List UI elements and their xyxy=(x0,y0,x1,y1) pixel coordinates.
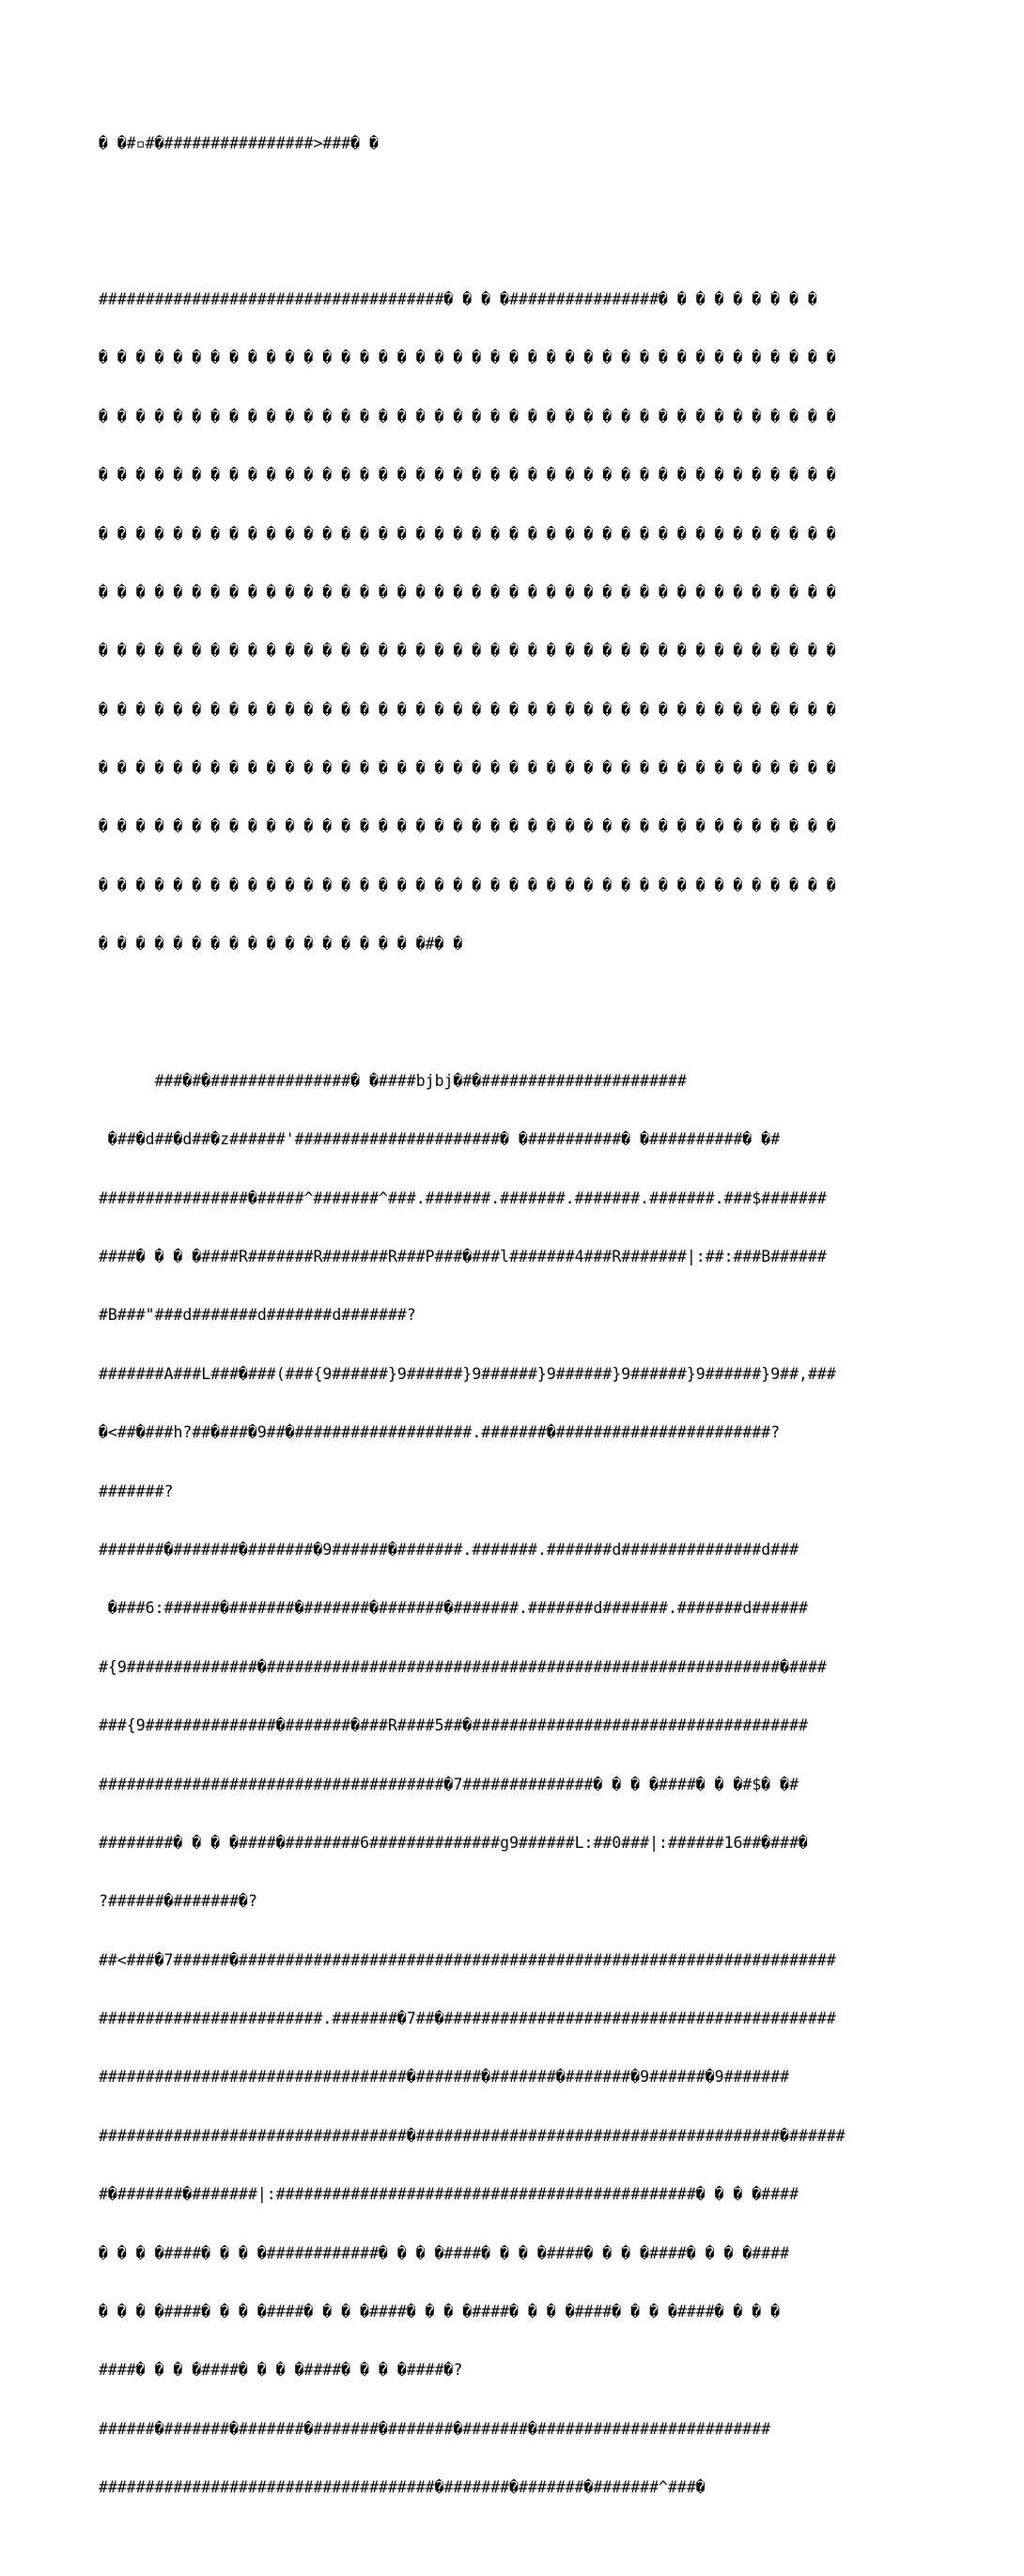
text-line: #B###"###d#######d#######d#######? xyxy=(99,1306,416,1325)
text-line: � � � � � � � � � � � � � � � � � � � � � � � � � � � � � � � � � � � � � � � � xyxy=(99,759,836,778)
text-line: �##�d##�d##�z######'######################� �##########� �##########� �# xyxy=(99,1130,781,1149)
encoded-block-2 xyxy=(99,1032,925,2537)
text-line: � � � � � � � � � � � � � � � � � �#� � xyxy=(99,935,463,954)
text-line: �<##�###h?##�###�9##�###################.#######�#######################? xyxy=(99,1423,781,1442)
text-line: #{9##############�#######################################################�#### xyxy=(99,1657,827,1676)
text-line: � � � �####� � � �############� � � �####� � � �####� � � �####� � � �#### xyxy=(99,2243,790,2262)
text-line: � � � � � � � � � � � � � � � � � � � � � � � � � � � � � � � � � � � � � � � � xyxy=(99,407,836,426)
text-line: ####� � � �####R#######R#######R###P###�###l#######4###R#######|:##:###B###### xyxy=(99,1248,827,1266)
text-line: #################################�#######################################�###### xyxy=(99,2126,846,2145)
text-line: #######? xyxy=(99,1482,174,1500)
text-line: � � � �####� � � �####� � � �####� � � �####� � � �####� � � �####� � � � xyxy=(99,2303,781,2321)
text-line: #####################################� � � �################� � � � � � � � � xyxy=(99,289,817,308)
text-line: � � � � � � � � � � � � � � � � � � � � � � � � � � � � � � � � � � � � � � � � xyxy=(99,466,836,485)
text-line: #######A###L###�###(###{9######}9######}9######}9######}9######}9######}9##,### xyxy=(99,1364,836,1383)
text-line: ########################.#######�7##�########################################## xyxy=(99,2010,836,2028)
text-line: � � � � � � � � � � � � � � � � � � � � � � � � � � � � � � � � � � � � � � � � xyxy=(99,817,836,836)
text-line: � � � � � � � � � � � � � � � � � � � � � � � � � � � � � � � � � � � � � � � � xyxy=(99,876,836,894)
header-line: � �#▫#�################>###� � xyxy=(99,133,380,152)
text-line: ###�#�###############� �####bjbj�#�###################### xyxy=(99,1071,687,1090)
text-line: #�#######�#######|:#############################################� � � �#### xyxy=(99,2185,799,2204)
text-line: #################################�#######�#######�#######�9######�9####### xyxy=(99,2068,790,2087)
text-line: ######�#######�#######�#######�#######�#######�######################### xyxy=(99,2419,771,2438)
text-line: ########� � � �####�########6##############g9######L:##0###|:######16##�###� xyxy=(99,1833,808,1852)
text-line: ####################################�#######�#######�#######^###� xyxy=(99,2478,706,2497)
text-line: ###{9##############�#######�###R####5##�#################################### xyxy=(99,1716,808,1735)
text-line: � � � � � � � � � � � � � � � � � � � � � � � � � � � � � � � � � � � � � � � � xyxy=(99,700,836,719)
text-line: ##<###�7######�################################################################ xyxy=(99,1950,836,1969)
text-line: ################�#####^#######^###.#######.#######.#######.#######.###$####### xyxy=(99,1188,827,1207)
text-line: #######�#######�#######�9######�#######.#######.#######d###############d### xyxy=(99,1540,799,1559)
text-line: � � � � � � � � � � � � � � � � � � � � � � � � � � � � � � � � � � � � � � � � xyxy=(99,582,836,601)
document-body xyxy=(99,95,925,2576)
text-line: � � � � � � � � � � � � � � � � � � � � � � � � � � � � � � � � � � � � � � � � xyxy=(99,642,836,660)
encoded-block-1 xyxy=(99,251,925,993)
blank-line xyxy=(99,193,925,212)
text-line: ?######�#######�? xyxy=(99,1892,257,1911)
text-line: � � � � � � � � � � � � � � � � � � � � � � � � � � � � � � � � � � � � � � � � xyxy=(99,349,836,367)
text-line: ####� � � �####� � � �####� � � �####�? xyxy=(99,2361,463,2380)
text-line: �###6:######�#######�#######�#######�#######.#######d#######.#######d###### xyxy=(99,1599,808,1618)
text-line: � � � � � � � � � � � � � � � � � � � � � � � � � � � � � � � � � � � � � � � � xyxy=(99,524,836,543)
text-line: #####################################�7##############� � � �####� � �#$� �# xyxy=(99,1775,799,1793)
